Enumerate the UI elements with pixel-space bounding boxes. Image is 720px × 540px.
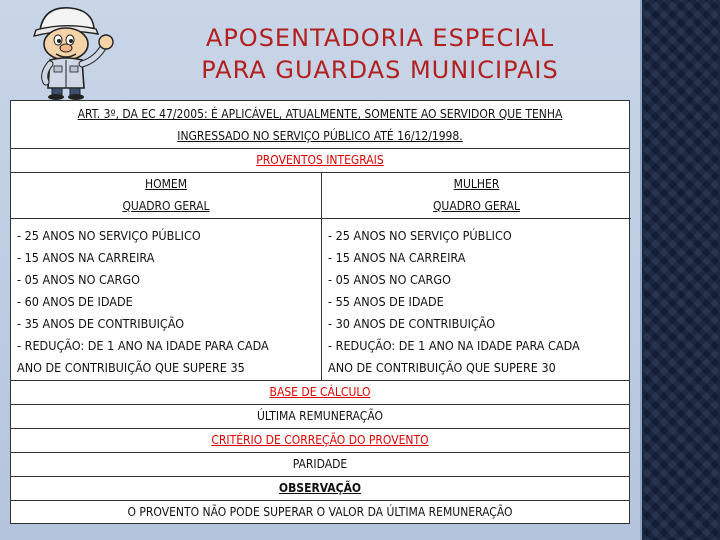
list-item: - 15 ANOS NA CARREIRA: [328, 250, 466, 265]
homem-subtitle: QUADRO GERAL: [122, 199, 210, 213]
list-item: - 35 ANOS DE CONTRIBUIÇÃO: [17, 316, 185, 331]
list-item: - REDUÇÃO: DE 1 ANO NA IDADE PARA CADA: [17, 338, 269, 353]
rules-table: [10, 100, 630, 524]
intro-line-2: INGRESSADO NO SERVIÇO PÚBLICO ATÉ 16/12/1998.: [177, 129, 463, 143]
list-item: - 25 ANOS NO SERVIÇO PÚBLICO: [328, 228, 512, 243]
list-item: ANO DE CONTRIBUIÇÃO QUE SUPERE 30: [328, 360, 556, 375]
base-calculo-label: BASE DE CÁLCULO: [269, 385, 371, 399]
criterio-value-row: [11, 453, 629, 477]
list-item: - 30 ANOS DE CONTRIBUIÇÃO: [328, 316, 496, 331]
decorative-side-strip: [642, 0, 720, 540]
proventos-label: PROVENTOS INTEGRAIS: [256, 153, 384, 167]
base-calculo-label-row: [11, 381, 629, 405]
observacao-label-row: [11, 477, 629, 501]
homem-header: [11, 173, 321, 219]
list-item: - 55 ANOS DE IDADE: [328, 294, 444, 309]
observacao-value: O PROVENTO NÃO PODE SUPERAR O VALOR DA ÚLTIMA REMUNERAÇÃO: [127, 505, 513, 519]
list-item: - 15 ANOS NA CARREIRA: [17, 250, 155, 265]
mulher-column: [322, 173, 631, 380]
base-calculo-value: ÚLTIMA REMUNERAÇÃO: [257, 409, 383, 423]
homem-requirements-list: [11, 219, 321, 379]
title-line-1: APOSENTADORIA ESPECIAL: [205, 24, 555, 52]
criterio-label-row: [11, 429, 629, 453]
observacao-label: OBSERVAÇÃO: [278, 481, 362, 495]
homem-column: [11, 173, 322, 380]
list-item: - REDUÇÃO: DE 1 ANO NA IDADE PARA CADA: [328, 338, 580, 353]
mulher-requirements-list: [322, 219, 631, 379]
criterio-label: CRITÉRIO DE CORREÇÃO DO PROVENTO: [211, 433, 429, 447]
intro-row: [11, 101, 629, 149]
list-item: - 05 ANOS NO CARGO: [328, 272, 451, 287]
page-title: [140, 22, 620, 86]
title-line-2: PARA GUARDAS MUNICIPAIS: [201, 56, 559, 84]
observacao-value-row: [11, 501, 629, 523]
list-item: ANO DE CONTRIBUIÇÃO QUE SUPERE 35: [17, 360, 245, 375]
base-calculo-value-row: [11, 405, 629, 429]
list-item: - 25 ANOS NO SERVIÇO PÚBLICO: [17, 228, 201, 243]
criterio-value: PARIDADE: [292, 457, 348, 471]
mulher-title: MULHER: [453, 177, 500, 191]
homem-title: HOMEM: [144, 177, 188, 191]
list-item: - 60 ANOS DE IDADE: [17, 294, 133, 309]
proventos-row: [11, 149, 629, 173]
mulher-header: [322, 173, 631, 219]
intro-line-1: ART. 3º, DA EC 47/2005: É APLICÁVEL, ATUALMENTE, SOMENTE AO SERVIDOR QUE TENHA: [77, 107, 563, 121]
list-item: - 05 ANOS NO CARGO: [17, 272, 140, 287]
mulher-subtitle: QUADRO GERAL: [432, 199, 521, 213]
cartoon-guard-waving-icon: [26, 2, 122, 100]
requirements-row: [11, 173, 629, 381]
